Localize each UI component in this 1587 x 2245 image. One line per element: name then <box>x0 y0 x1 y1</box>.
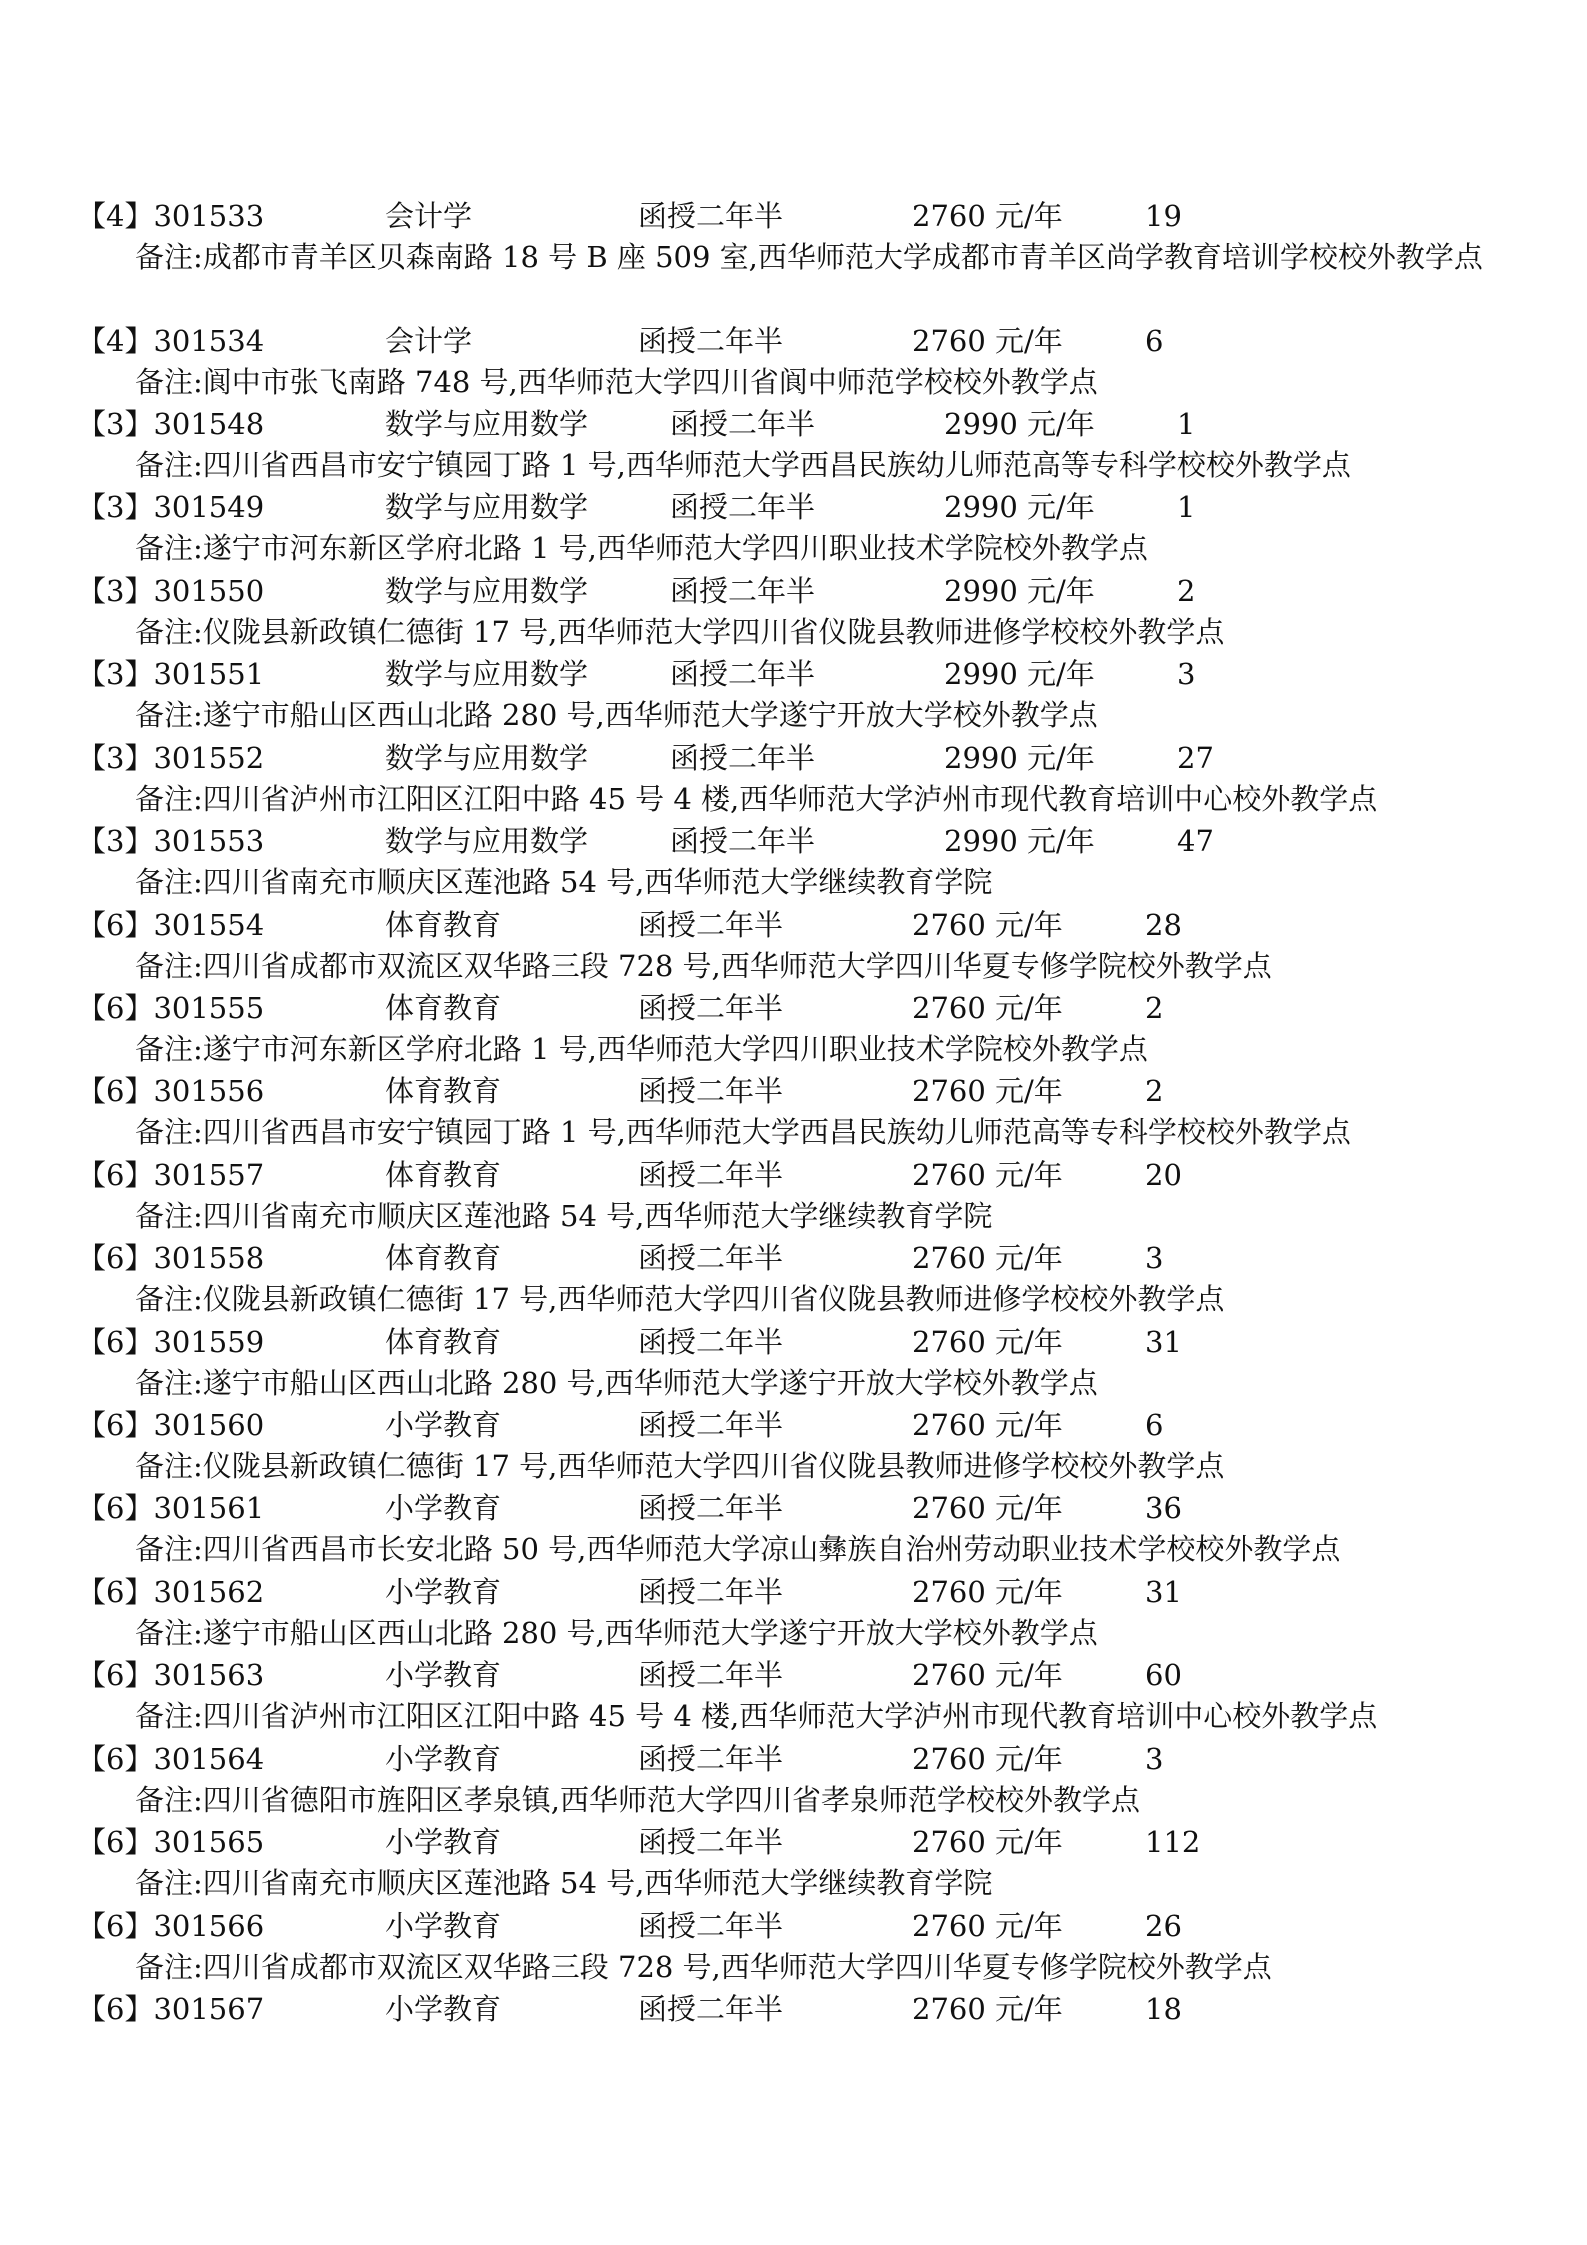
enrollment-count: 18 <box>1145 1992 1182 2026</box>
program-entry <box>0 486 1587 569</box>
program-entry <box>0 1487 1587 1570</box>
tuition-fee: 2760 元/年 <box>912 991 1063 1025</box>
tuition-fee: 2760 元/年 <box>912 199 1063 233</box>
major-name: 数学与应用数学 <box>385 741 589 775</box>
program-main-line <box>0 1487 1587 1529</box>
program-main-line <box>0 653 1587 695</box>
enrollment-count: 27 <box>1177 741 1214 775</box>
study-mode: 函授二年半 <box>638 991 784 1025</box>
program-note: 备注:四川省南充市顺庆区莲池路 54 号,西华师范大学继续教育学院 <box>135 865 993 899</box>
enrollment-count: 36 <box>1145 1491 1182 1525</box>
program-main-line <box>0 1905 1587 1947</box>
tuition-fee: 2760 元/年 <box>912 324 1063 358</box>
tuition-fee: 2760 元/年 <box>912 1909 1063 1943</box>
program-note: 备注:遂宁市河东新区学府北路 1 号,西华师范大学四川职业技术学院校外教学点 <box>135 531 1148 565</box>
program-main-line <box>0 1154 1587 1196</box>
major-name: 会计学 <box>385 199 473 233</box>
program-code: 【6】301567 <box>77 1992 265 2026</box>
program-entry <box>0 195 1587 278</box>
tuition-fee: 2990 元/年 <box>944 490 1095 524</box>
program-entry <box>0 1321 1587 1404</box>
enrollment-count: 2 <box>1145 991 1164 1025</box>
tuition-fee: 2760 元/年 <box>912 1241 1063 1275</box>
program-code: 【4】301533 <box>77 199 265 233</box>
enrollment-count: 3 <box>1145 1742 1164 1776</box>
tuition-fee: 2760 元/年 <box>912 1074 1063 1108</box>
program-entry <box>0 1821 1587 1904</box>
enrollment-count: 6 <box>1145 324 1164 358</box>
enrollment-count: 60 <box>1145 1658 1182 1692</box>
tuition-fee: 2760 元/年 <box>912 1158 1063 1192</box>
program-entry <box>0 1905 1587 1988</box>
major-name: 小学教育 <box>385 1825 502 1859</box>
major-name: 小学教育 <box>385 1408 502 1442</box>
program-entry <box>0 737 1587 820</box>
program-code: 【6】301562 <box>77 1575 265 1609</box>
program-main-line <box>0 1571 1587 1613</box>
program-code: 【4】301534 <box>77 324 265 358</box>
study-mode: 函授二年半 <box>638 1074 784 1108</box>
program-code: 【6】301558 <box>77 1241 265 1275</box>
program-entry <box>0 1237 1587 1320</box>
program-note: 备注:成都市青羊区贝森南路 18 号 B 座 509 室,西华师范大学成都市青羊区尚学教育培训学校校外教学点 <box>135 240 1483 274</box>
tuition-fee: 2760 元/年 <box>912 1825 1063 1859</box>
program-entry <box>0 403 1587 486</box>
program-entry <box>0 820 1587 903</box>
study-mode: 函授二年半 <box>670 407 816 441</box>
program-entry <box>0 1404 1587 1487</box>
study-mode: 函授二年半 <box>670 490 816 524</box>
major-name: 体育教育 <box>385 991 502 1025</box>
tuition-fee: 2760 元/年 <box>912 1408 1063 1442</box>
study-mode: 函授二年半 <box>638 1575 784 1609</box>
program-note: 备注:阆中市张飞南路 748 号,西华师范大学四川省阆中师范学校校外教学点 <box>135 365 1098 399</box>
program-main-line <box>0 486 1587 528</box>
program-main-line <box>0 570 1587 612</box>
major-name: 体育教育 <box>385 1325 502 1359</box>
program-code: 【6】301555 <box>77 991 265 1025</box>
program-entry <box>0 1654 1587 1737</box>
program-code: 【6】301560 <box>77 1408 265 1442</box>
enrollment-count: 20 <box>1145 1158 1182 1192</box>
tuition-fee: 2760 元/年 <box>912 1992 1063 2026</box>
program-main-line <box>0 737 1587 779</box>
tuition-fee: 2760 元/年 <box>912 1742 1063 1776</box>
study-mode: 函授二年半 <box>638 199 784 233</box>
program-note: 备注:四川省泸州市江阳区江阳中路 45 号 4 楼,西华师范大学泸州市现代教育培训中心校外教学点 <box>135 782 1378 816</box>
tuition-fee: 2760 元/年 <box>912 1575 1063 1609</box>
major-name: 会计学 <box>385 324 473 358</box>
enrollment-count: 2 <box>1145 1074 1164 1108</box>
program-code: 【6】301559 <box>77 1325 265 1359</box>
tuition-fee: 2990 元/年 <box>944 657 1095 691</box>
program-code: 【3】301550 <box>77 574 265 608</box>
program-code: 【3】301549 <box>77 490 265 524</box>
study-mode: 函授二年半 <box>670 657 816 691</box>
program-entry <box>0 1154 1587 1237</box>
program-note: 备注:四川省泸州市江阳区江阳中路 45 号 4 楼,西华师范大学泸州市现代教育培训中心校外教学点 <box>135 1699 1378 1733</box>
tuition-fee: 2990 元/年 <box>944 741 1095 775</box>
enrollment-count: 3 <box>1177 657 1196 691</box>
program-main-line <box>0 1654 1587 1696</box>
major-name: 小学教育 <box>385 1491 502 1525</box>
study-mode: 函授二年半 <box>638 908 784 942</box>
program-note: 备注:遂宁市船山区西山北路 280 号,西华师范大学遂宁开放大学校外教学点 <box>135 1616 1098 1650</box>
study-mode: 函授二年半 <box>670 574 816 608</box>
study-mode: 函授二年半 <box>638 1742 784 1776</box>
enrollment-count: 19 <box>1145 199 1182 233</box>
program-code: 【6】301561 <box>77 1491 265 1525</box>
major-name: 数学与应用数学 <box>385 574 589 608</box>
program-main-line <box>0 1237 1587 1279</box>
tuition-fee: 2760 元/年 <box>912 1491 1063 1525</box>
program-note: 备注:遂宁市河东新区学府北路 1 号,西华师范大学四川职业技术学院校外教学点 <box>135 1032 1148 1066</box>
tuition-fee: 2760 元/年 <box>912 1658 1063 1692</box>
program-note: 备注:遂宁市船山区西山北路 280 号,西华师范大学遂宁开放大学校外教学点 <box>135 1366 1098 1400</box>
program-note: 备注:仪陇县新政镇仁德街 17 号,西华师范大学四川省仪陇县教师进修学校校外教学点 <box>135 615 1225 649</box>
program-note: 备注:四川省南充市顺庆区莲池路 54 号,西华师范大学继续教育学院 <box>135 1199 993 1233</box>
major-name: 数学与应用数学 <box>385 824 589 858</box>
study-mode: 函授二年半 <box>638 1408 784 1442</box>
enrollment-count: 2 <box>1177 574 1196 608</box>
study-mode: 函授二年半 <box>638 1241 784 1275</box>
program-note: 备注:四川省南充市顺庆区莲池路 54 号,西华师范大学继续教育学院 <box>135 1866 993 1900</box>
program-main-line <box>0 904 1587 946</box>
program-note: 备注:仪陇县新政镇仁德街 17 号,西华师范大学四川省仪陇县教师进修学校校外教学点 <box>135 1282 1225 1316</box>
enrollment-count: 6 <box>1145 1408 1164 1442</box>
program-main-line <box>0 987 1587 1029</box>
major-name: 小学教育 <box>385 1658 502 1692</box>
major-name: 体育教育 <box>385 908 502 942</box>
enrollment-count: 3 <box>1145 1241 1164 1275</box>
major-name: 数学与应用数学 <box>385 657 589 691</box>
study-mode: 函授二年半 <box>638 1325 784 1359</box>
enrollment-count: 1 <box>1177 407 1196 441</box>
program-entry <box>0 1738 1587 1821</box>
enrollment-count: 26 <box>1145 1909 1182 1943</box>
program-main-line <box>0 1988 1587 2030</box>
program-note: 备注:四川省西昌市安宁镇园丁路 1 号,西华师范大学西昌民族幼儿师范高等专科学校校外教学点 <box>135 448 1351 482</box>
program-note: 备注:四川省成都市双流区双华路三段 728 号,西华师范大学四川华夏专修学院校外教学点 <box>135 1950 1272 1984</box>
program-note: 备注:四川省西昌市安宁镇园丁路 1 号,西华师范大学西昌民族幼儿师范高等专科学校校外教学点 <box>135 1115 1351 1149</box>
program-main-line <box>0 1821 1587 1863</box>
tuition-fee: 2990 元/年 <box>944 407 1095 441</box>
program-main-line <box>0 403 1587 445</box>
major-name: 体育教育 <box>385 1074 502 1108</box>
major-name: 数学与应用数学 <box>385 490 589 524</box>
program-code: 【6】301557 <box>77 1158 265 1192</box>
program-entry <box>0 1571 1587 1654</box>
program-main-line <box>0 195 1587 237</box>
program-main-line <box>0 820 1587 862</box>
enrollment-count: 112 <box>1145 1825 1201 1859</box>
program-code: 【3】301551 <box>77 657 265 691</box>
enrollment-count: 47 <box>1177 824 1214 858</box>
study-mode: 函授二年半 <box>638 1992 784 2026</box>
program-main-line <box>0 1738 1587 1780</box>
enrollment-count: 28 <box>1145 908 1182 942</box>
program-entry <box>0 653 1587 736</box>
major-name: 体育教育 <box>385 1158 502 1192</box>
program-entry <box>0 1988 1587 2030</box>
study-mode: 函授二年半 <box>670 741 816 775</box>
program-code: 【6】301554 <box>77 908 265 942</box>
program-code: 【3】301553 <box>77 824 265 858</box>
study-mode: 函授二年半 <box>638 1909 784 1943</box>
program-code: 【6】301556 <box>77 1074 265 1108</box>
program-entry <box>0 1070 1587 1153</box>
program-entry <box>0 987 1587 1070</box>
enrollment-count: 1 <box>1177 490 1196 524</box>
tuition-fee: 2760 元/年 <box>912 1325 1063 1359</box>
program-note: 备注:四川省成都市双流区双华路三段 728 号,西华师范大学四川华夏专修学院校外教学点 <box>135 949 1272 983</box>
tuition-fee: 2760 元/年 <box>912 908 1063 942</box>
program-code: 【6】301563 <box>77 1658 265 1692</box>
program-code: 【6】301566 <box>77 1909 265 1943</box>
major-name: 小学教育 <box>385 1992 502 2026</box>
major-name: 小学教育 <box>385 1575 502 1609</box>
program-main-line <box>0 1404 1587 1446</box>
study-mode: 函授二年半 <box>638 1158 784 1192</box>
major-name: 体育教育 <box>385 1241 502 1275</box>
major-name: 小学教育 <box>385 1909 502 1943</box>
program-note: 备注:四川省西昌市长安北路 50 号,西华师范大学凉山彝族自治州劳动职业技术学校校外教学点 <box>135 1532 1341 1566</box>
enrollment-count: 31 <box>1145 1575 1182 1609</box>
major-name: 小学教育 <box>385 1742 502 1776</box>
program-entry <box>0 570 1587 653</box>
program-code: 【3】301552 <box>77 741 265 775</box>
program-code: 【3】301548 <box>77 407 265 441</box>
program-note: 备注:遂宁市船山区西山北路 280 号,西华师范大学遂宁开放大学校外教学点 <box>135 698 1098 732</box>
program-main-line <box>0 1321 1587 1363</box>
program-entry <box>0 904 1587 987</box>
tuition-fee: 2990 元/年 <box>944 824 1095 858</box>
major-name: 数学与应用数学 <box>385 407 589 441</box>
enrollment-count: 31 <box>1145 1325 1182 1359</box>
program-main-line <box>0 320 1587 362</box>
study-mode: 函授二年半 <box>638 1658 784 1692</box>
program-code: 【6】301564 <box>77 1742 265 1776</box>
program-main-line <box>0 1070 1587 1112</box>
program-note: 备注:仪陇县新政镇仁德街 17 号,西华师范大学四川省仪陇县教师进修学校校外教学点 <box>135 1449 1225 1483</box>
study-mode: 函授二年半 <box>638 1825 784 1859</box>
study-mode: 函授二年半 <box>638 1491 784 1525</box>
program-entry <box>0 320 1587 403</box>
program-note: 备注:四川省德阳市旌阳区孝泉镇,西华师范大学四川省孝泉师范学校校外教学点 <box>135 1783 1140 1817</box>
study-mode: 函授二年半 <box>638 324 784 358</box>
study-mode: 函授二年半 <box>670 824 816 858</box>
program-code: 【6】301565 <box>77 1825 265 1859</box>
tuition-fee: 2990 元/年 <box>944 574 1095 608</box>
